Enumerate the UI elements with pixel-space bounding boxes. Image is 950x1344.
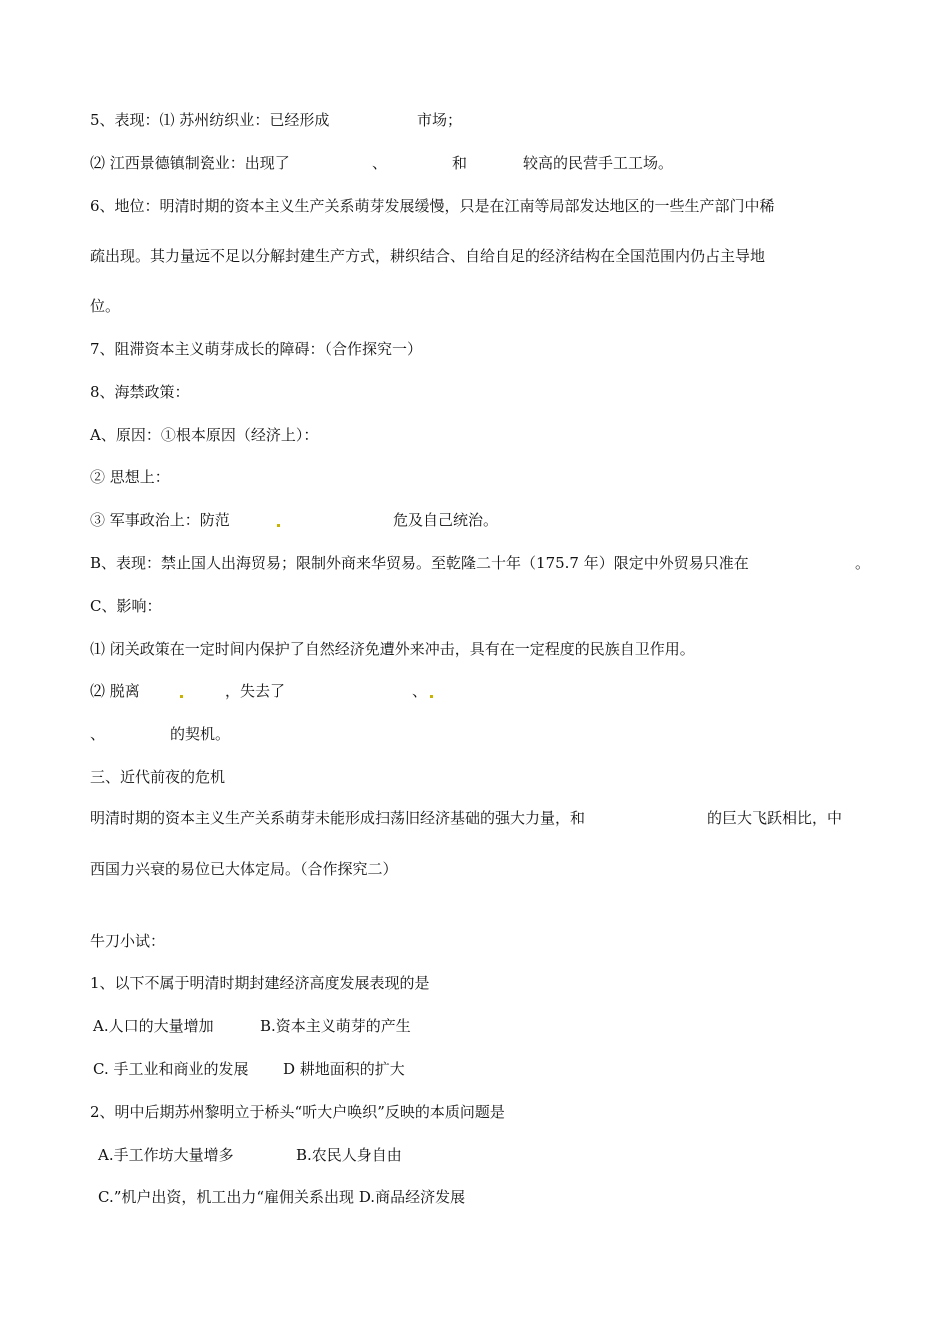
text-segment: ⑵ 江西景德镇制瓷业：出现了	[90, 154, 290, 172]
item-7-line: 7、阻滞资本主义萌芽成长的障碍：（合作探究一）	[90, 340, 423, 358]
option-d: D 耕地面积的扩大	[283, 1060, 405, 1078]
text-segment: 、	[412, 682, 428, 700]
text-segment: ，失去了	[225, 682, 286, 700]
text-segment: 、	[372, 154, 388, 172]
text-segment: 、	[90, 725, 106, 743]
option-b: B.农民人身自由	[296, 1146, 402, 1164]
item-6-line: 位。	[90, 297, 121, 315]
option-c: C. 手工业和商业的发展	[93, 1060, 249, 1078]
text-segment: 较高的民营手工工场。	[523, 154, 674, 172]
section-paragraph-line: 西国力兴衰的易位已大体定局。（合作探究二）	[90, 860, 398, 878]
item-8a-line: A、原因：①根本原因（经济上）：	[90, 426, 319, 444]
text-segment: B、表现：禁止国人出海贸易；限制外商来华贸易。至乾隆二十年（175.7 年）限定中外贸易只准在	[90, 554, 749, 572]
text-segment: ⑵ 脱离	[90, 682, 140, 700]
text-segment: 和	[452, 154, 468, 172]
option-a: A.人口的大量增加	[93, 1017, 214, 1035]
question-2: 2、明中后期苏州黎明立于桥头“听大户唤织”反映的本质问题是	[90, 1103, 505, 1121]
mark-dot	[180, 695, 183, 698]
text-segment: 市场；	[417, 111, 463, 129]
item-8a-line: ② 思想上：	[90, 468, 170, 486]
item-8c-line: C、影响：	[90, 597, 162, 615]
question-2-options: C.”机户出资，机工出力“雇佣关系出现 D.商品经济发展	[98, 1188, 466, 1206]
text-segment: 5、表现：⑴ 苏州纺织业：已经形成	[90, 111, 330, 129]
section-heading: 三、近代前夜的危机	[90, 768, 226, 786]
quiz-heading: 牛刀小试：	[90, 932, 166, 950]
mark-dot	[430, 695, 433, 698]
text-segment: 。	[855, 554, 871, 572]
option-a: A.手工作坊大量增多	[98, 1146, 234, 1164]
text-segment: 明清时期的资本主义生产关系萌芽未能形成扫荡旧经济基础的强大力量，和	[90, 809, 586, 827]
text-segment: ③ 军事政治上：防范	[90, 511, 230, 529]
item-8c-line: ⑴ 闭关政策在一定时间内保护了自然经济免遭外来冲击，具有在一定程度的民族自卫作用。	[90, 640, 695, 658]
question-1: 1、以下不属于明清时期封建经济高度发展表现的是	[90, 974, 430, 992]
text-segment: 的巨大飞跃相比，中	[707, 809, 843, 827]
text-segment: 的契机。	[170, 725, 231, 743]
text-segment: 危及自己统治。	[393, 511, 499, 529]
item-6-line: 疏出现。其力量远不足以分解封建生产方式，耕织结合、自给自足的经济结构在全国范围内仍占主导地	[90, 247, 766, 265]
option-b: B.资本主义萌芽的产生	[260, 1017, 411, 1035]
mark-dot	[277, 524, 280, 527]
item-8-line: 8、海禁政策：	[90, 383, 190, 401]
item-6-line: 6、地位：明清时期的资本主义生产关系萌芽发展缓慢，只是在江南等局部发达地区的一些生产部门中稀	[90, 197, 775, 215]
